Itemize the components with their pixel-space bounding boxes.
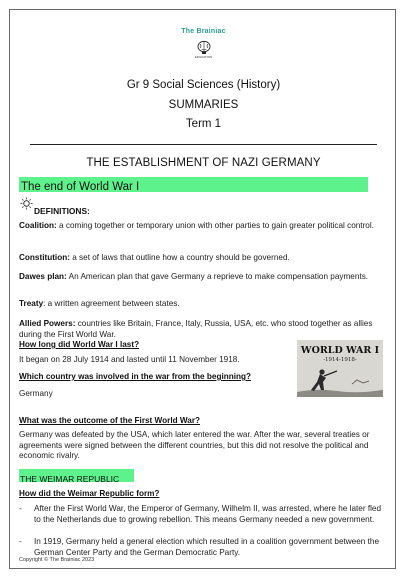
bullet-dash: - [19, 504, 22, 513]
world-war-1-image [297, 340, 383, 397]
image-title: WORLD WAR I [300, 345, 380, 356]
brand-name: The Brainiac [181, 28, 226, 35]
divider [30, 144, 377, 145]
definition-item: Dawes plan: An American plan that gave Germany a reprieve to make compensation payments. [19, 272, 369, 281]
section-heading-text: The end of World War I [21, 181, 140, 193]
copyright: Copyright © The Brainiac 2023 [19, 557, 95, 563]
definition-item: Allied Powers: countries like Britain, France, Italy, Russia, USA, etc. who stood together as allies during the First World War. [19, 319, 373, 339]
summaries-title: SUMMARIES [168, 99, 239, 111]
question-duration: How long did World War I last? [19, 340, 140, 349]
summary-page [9, 9, 396, 569]
bullet-item [19, 537, 387, 559]
question-country: Which country was involved in the war from the beginning? [19, 372, 251, 381]
image-years: -1914-1918- [323, 357, 357, 363]
question-outcome: What was the outcome of the First World War? [19, 416, 201, 425]
section-heading-weimar [19, 469, 134, 482]
bullet-text: After the First World War, the Emperor of Germany, Wilhelm II, was arrested, where he later fled to the Netherlands due to growing rebellion. This means Germany needed a new government. [34, 504, 382, 524]
answer-duration: It began on 28 July 1914 and lasted until 11 November 1918. [19, 355, 240, 364]
definition-item: Coalition: a coming together or temporary union with other parties to gain greater political control. [19, 221, 374, 230]
answer-outcome: Germany was defeated by the USA, which later entered the war. After the war, several treaties or agreements were signed between the different countries, but this did not resolve the political and economic rivalry. [19, 430, 370, 460]
bullet-dash: - [19, 537, 22, 546]
brain-icon [196, 40, 212, 56]
lightbulb-icon [20, 197, 33, 210]
grade-title: Gr 9 Social Sciences (History) [126, 79, 281, 91]
definition-item: Treaty: a written agreement between states. [19, 299, 180, 308]
term-title: Term 1 [185, 118, 222, 130]
question-weimar-form: How did the Weimar Republic form? [19, 489, 160, 498]
answer-country: Germany [19, 389, 53, 398]
section-heading-end-of-ww1 [19, 177, 368, 192]
soldier-silhouette-icon [297, 366, 383, 397]
logo-subtitle: EDUCATION [194, 55, 213, 59]
definitions-label: DEFINITIONS: [34, 206, 90, 216]
bullet-text: In 1919, Germany held a general election which resulted in a coalition government between the German Center Party and the German Democratic Party. [34, 537, 379, 557]
page-title: THE ESTABLISHMENT OF NAZI GERMANY [86, 157, 321, 169]
definition-item: Constitution: a set of laws that outline how a country should be governed. [19, 253, 290, 262]
section-heading-text: THE WEIMAR REPUBLIC [20, 474, 120, 484]
bullet-item [19, 504, 387, 536]
